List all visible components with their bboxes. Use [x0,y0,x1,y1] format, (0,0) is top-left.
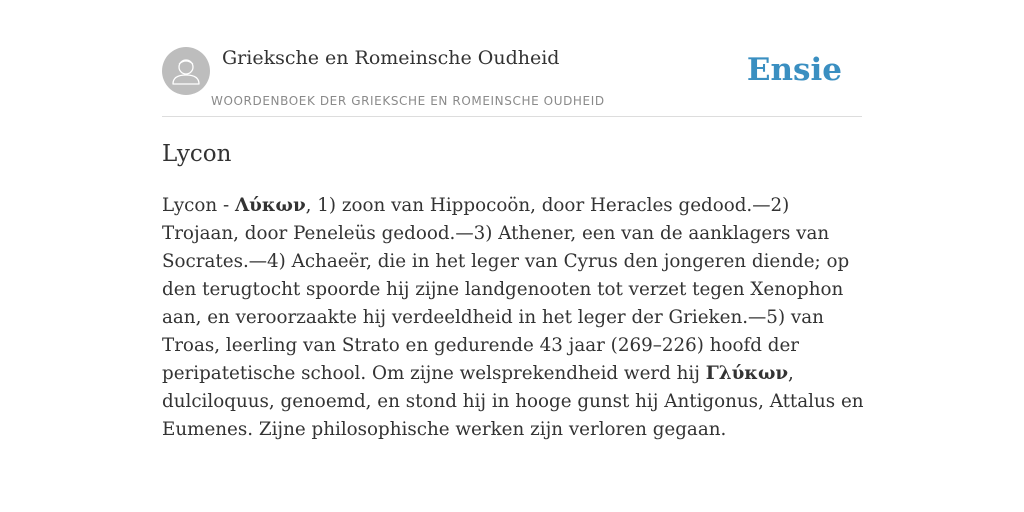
entry-text-main: , 1) zoon van Hippocoön, door Heracles gedood.—2) Trojaan, door Peneleüs gedood.—3) Athener, een van de aanklagers van Socrates.—4) Achaeër, die in het leger van Cyrus den jongeren diende; op den terugtocht spoorde hij zijne landgenooten tot verzet tegen Xenophon aan, en veroorzaakte hij verdeeldheid in het leger der Grieken.—5) van Troas, leerling van Strato en gedurende 43 jaar (269–226) hoofd der peripatetische school. Om zijne welsprekendheid werd hij [162,195,850,384]
page-title: Lycon [162,141,232,167]
user-icon [162,47,210,95]
greek-term: Λύκων [234,195,306,216]
entry-text-end: , dulciloquus, genoemd, en stond hij in hooge gunst hij Antigonus, Attalus en Eumenes. Zijne philosophische werken zijn verloren gegaan. [162,363,864,440]
site-title[interactable]: Grieksche en Romeinsche Oudheid [222,47,560,69]
brand-logo[interactable]: Ensie [746,52,842,88]
entry-text-lead: Lycon - [162,195,235,216]
header [162,44,862,117]
greek-term: Γλύκων [705,363,789,384]
entry-body [162,192,866,444]
site-subtitle: WOORDENBOEK DER GRIEKSCHE EN ROMEINSCHE OUDHEID [211,94,605,108]
avatar[interactable] [162,47,210,95]
